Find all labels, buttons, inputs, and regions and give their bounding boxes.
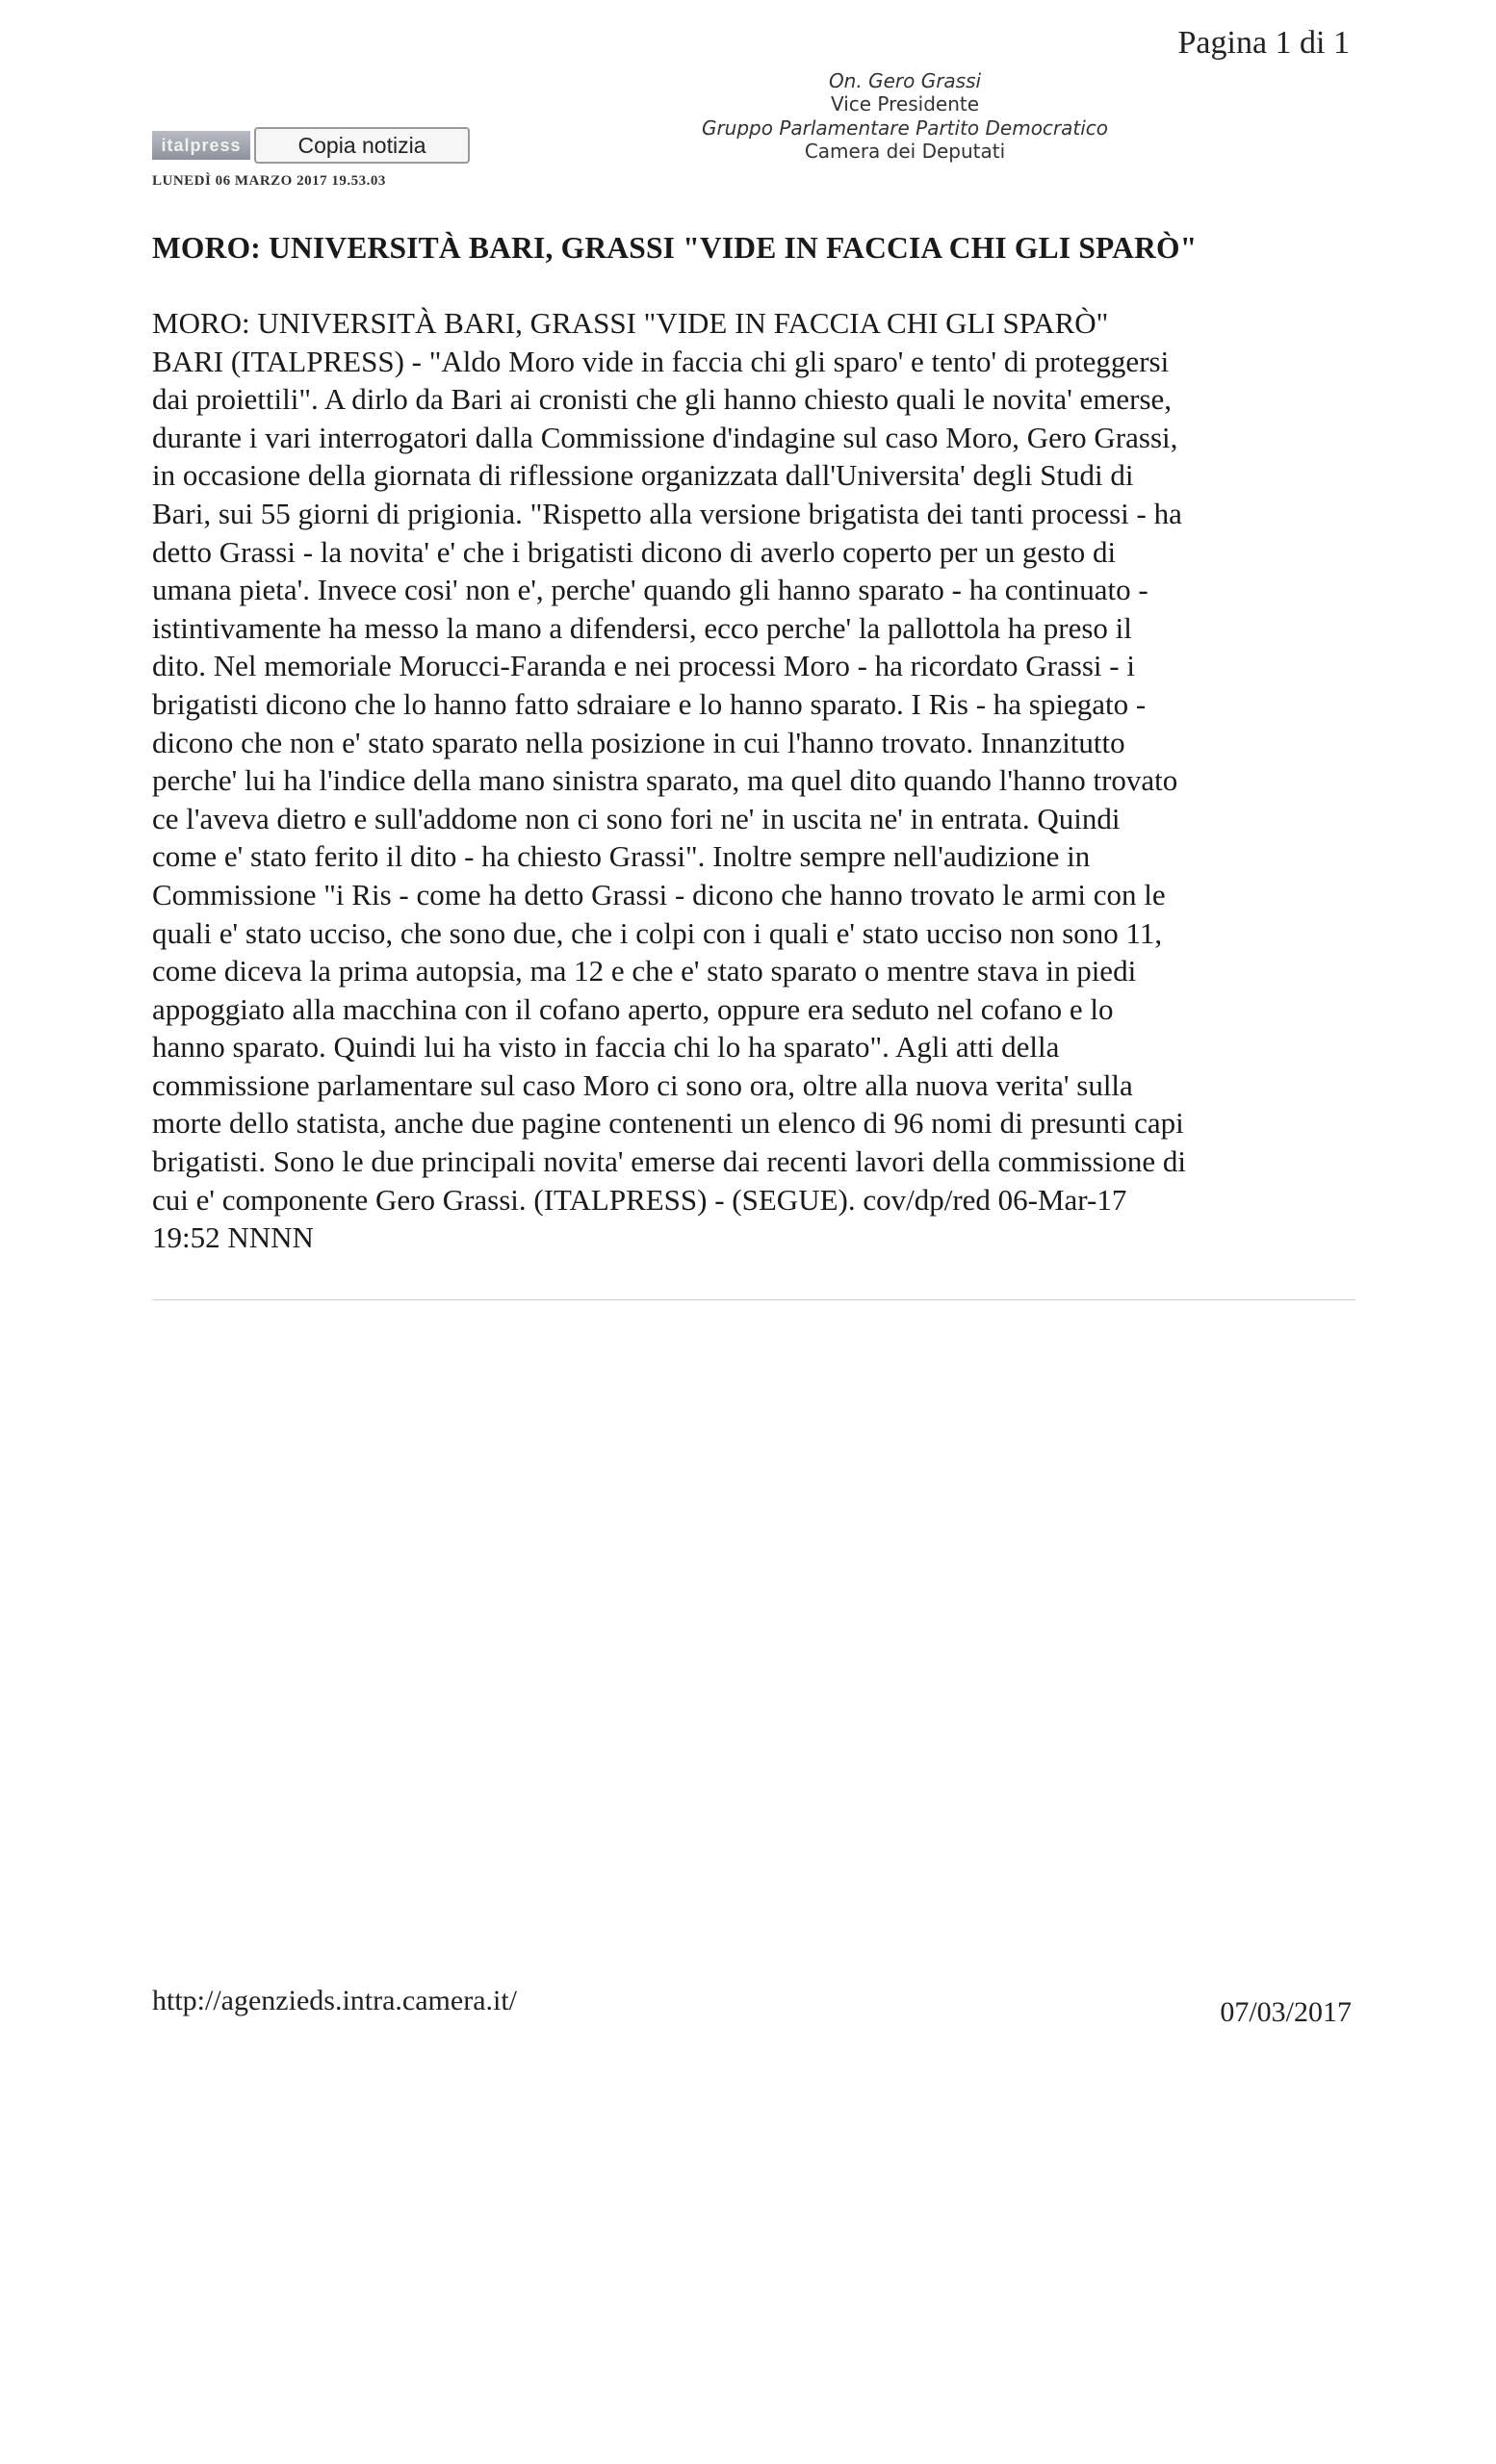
body-line: brigatisti dicono che lo hanno fatto sdraiare e lo hanno sparato. I Ris - ha spiegato - [152,686,1147,721]
body-line: BARI (ITALPRESS) - "Aldo Moro vide in faccia chi gli sparo' e tento' di proteggersi [152,344,1170,378]
content-divider [152,1299,1355,1300]
agency-toolbar [152,127,470,164]
body-line: appoggiato alla macchina con il cofano aperto, oppure era seduto nel cofano e lo [152,991,1114,1026]
news-datetime: LUNEDÌ 06 MARZO 2017 19.53.03 [152,173,386,189]
body-line: come e' stato ferito il dito - ha chiesto Grassi". Inoltre sempre nell'audizione in [152,839,1091,874]
body-line: detto Grassi - la novita' e' che i brigatisti dicono di averlo coperto per un gesto di [152,534,1117,569]
article-headline: MORO: UNIVERSITÀ BARI, GRASSI "VIDE IN FACCIA CHI GLI SPARÒ" [152,231,1198,265]
page-number: Pagina 1 di 1 [1177,25,1350,61]
body-line: 19:52 NNNN [152,1220,314,1255]
body-line: in occasione della giornata di riflessione organizzata dall'Universita' degli Studi di [152,458,1134,493]
body-line: Bari, sui 55 giorni di prigionia. "Rispetto alla versione brigatista dei tanti processi - ha [152,496,1182,530]
copy-news-button[interactable]: Copia notizia [254,127,470,164]
print-date: 07/03/2017 [1220,1996,1352,2028]
body-line: dito. Nel memoriale Morucci-Faranda e nei processi Moro - ha ricordato Grassi - i [152,649,1135,683]
body-line: MORO: UNIVERSITÀ BARI, GRASSI "VIDE IN FACCIA CHI GLI SPARÒ" [152,306,1109,340]
body-line: quali e' stato ucciso, che sono due, che i colpi con i quali e' stato ucciso non sono 11, [152,915,1163,950]
body-line: dai proiettili". A dirlo da Bari ai cronisti che gli hanno chiesto quali le novita' emerse, [152,382,1173,417]
source-url: http://agenzieds.intra.camera.it/ [152,1985,518,2016]
stamp-chamber: Camera dei Deputati [804,140,1006,164]
body-line: durante i vari interrogatori dalla Commissione d'indagine sul caso Moro, Gero Grassi, [152,420,1178,454]
stamp-name: On. Gero Grassi [828,69,982,92]
body-line: brigatisti. Sono le due principali novita' emerse dai recenti lavori della commissione di [152,1144,1186,1179]
body-line: ce l'aveva dietro e sull'addome non ci sono fori ne' in uscita ne' in entrata. Quindi [152,801,1121,835]
body-line: dicono che non e' stato sparato nella posizione in cui l'hanno trovato. Innanzitutto [152,725,1125,759]
body-line: hanno sparato. Quindi lui ha visto in faccia chi lo ha sparato". Agli atti della [152,1030,1060,1065]
body-line: cui e' componente Gero Grassi. (ITALPRESS) - (SEGUE). cov/dp/red 06-Mar-17 [152,1182,1127,1217]
italpress-logo: italpress [152,131,250,160]
body-line: commissione parlamentare sul caso Moro ci sono ora, oltre alla nuova verita' sulla [152,1067,1133,1102]
body-line: umana pieta'. Invece cosi' non e', perche' quando gli hanno sparato - ha continuato - [152,573,1148,607]
body-line: perche' lui ha l'indice della mano sinistra sparato, ma quel dito quando l'hanno trovato [152,763,1178,798]
stamp-group: Gruppo Parlamentare Partito Democratico [701,116,1109,140]
body-line: come diceva la prima autopsia, ma 12 e che e' stato sparato o mentre stava in piedi [152,954,1137,988]
body-line: istintivamente ha messo la mano a difendersi, ecco perche' la pallottola ha preso il [152,610,1132,645]
body-line: morte dello statista, anche due pagine contenenti un elenco di 96 nomi di presunti capi [152,1106,1184,1141]
article-body [152,304,1355,1257]
body-line: Commissione "i Ris - come ha detto Grassi - dicono che hanno trovato le armi con le [152,877,1166,911]
deputy-stamp [693,69,1117,164]
stamp-role: Vice Presidente [830,92,980,116]
